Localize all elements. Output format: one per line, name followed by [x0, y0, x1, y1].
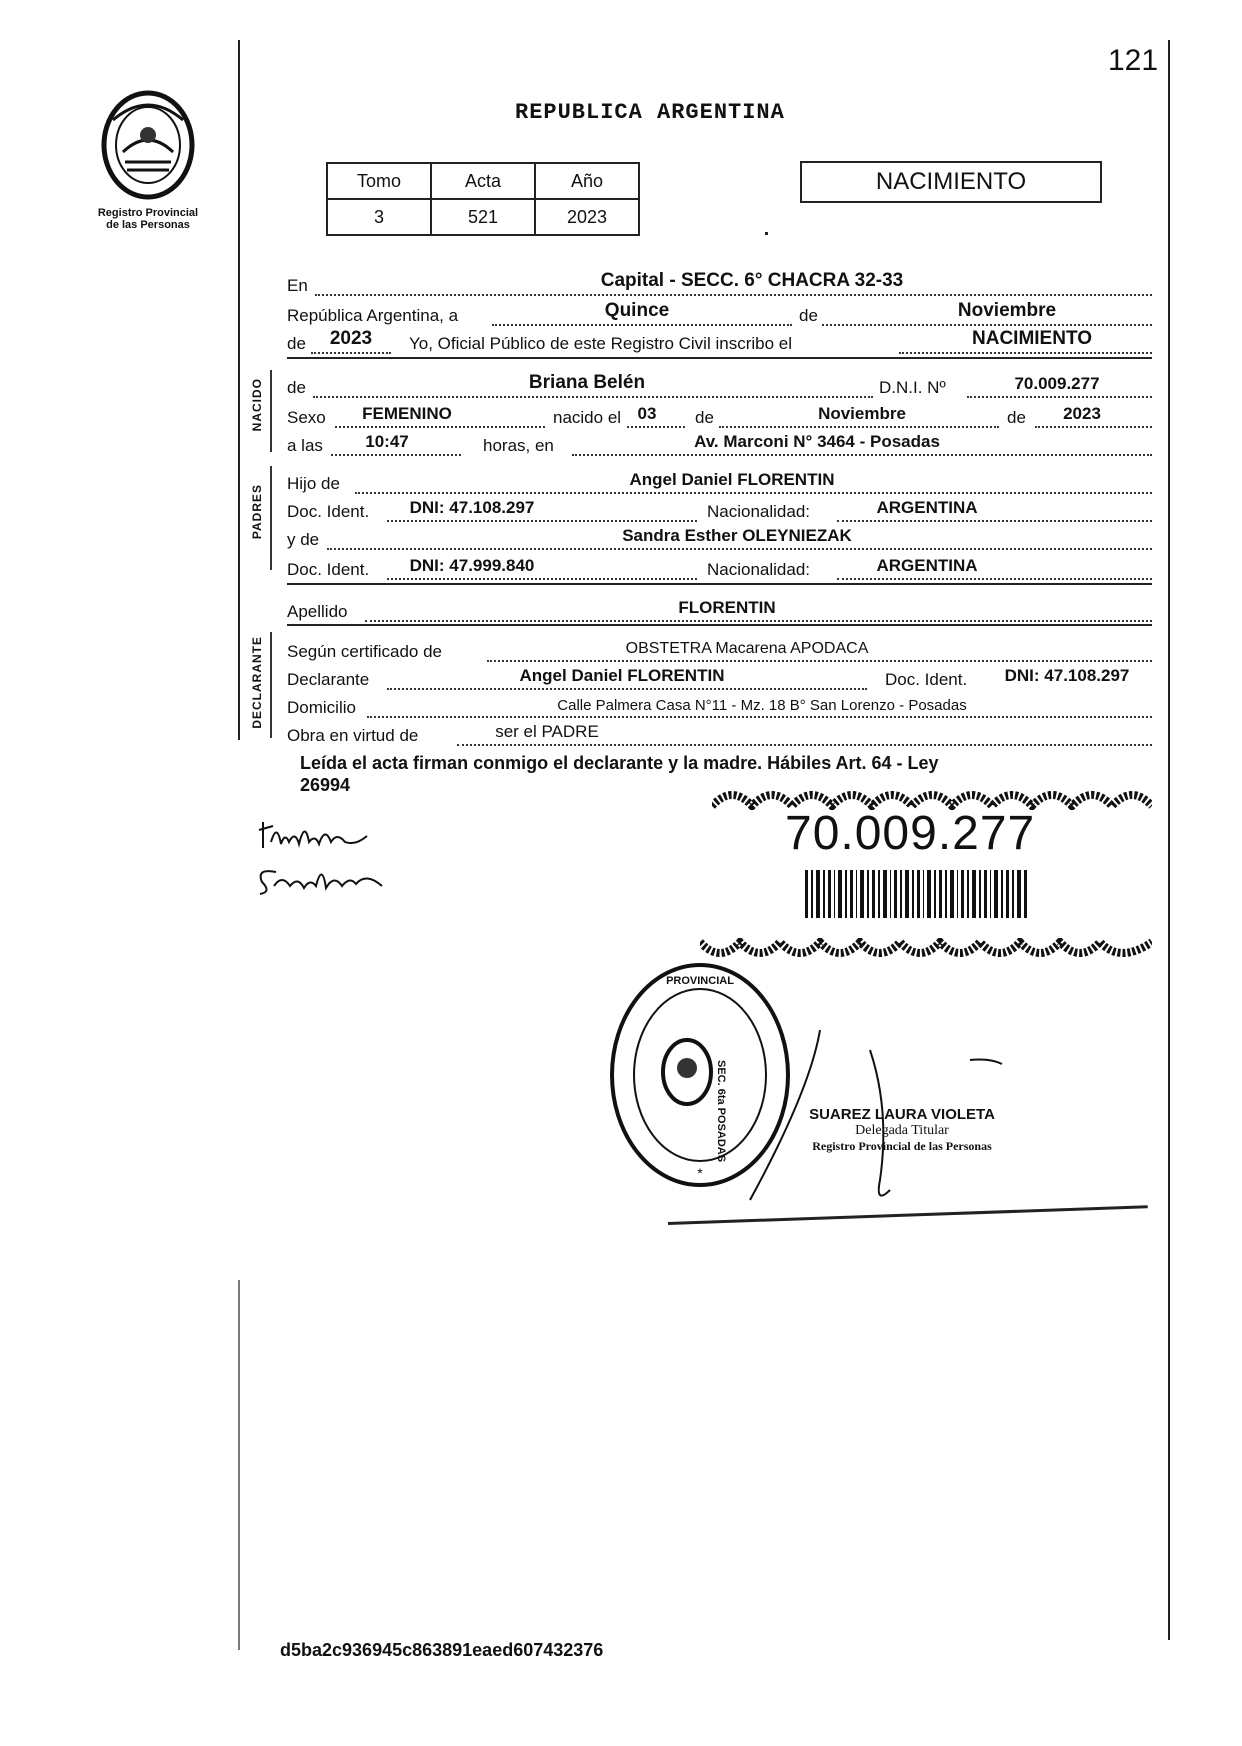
- registry-name: Registro Provincial de las Personas: [97, 207, 199, 231]
- form-divider-2: [287, 583, 1152, 585]
- signature-sandra: [252, 858, 392, 898]
- act-type-box: [800, 161, 1102, 203]
- table-header-tomo: Tomo: [327, 163, 431, 199]
- official-org: Registro Provincial de las Personas: [812, 1139, 992, 1153]
- form-divider: [287, 357, 1152, 359]
- left-margin-line-lower: [238, 1280, 240, 1650]
- dot-mark: [765, 232, 768, 235]
- official-details: [782, 1106, 1022, 1154]
- value-declarante: Angel Daniel FLORENTIN: [519, 666, 725, 685]
- value-declarante-doc: DNI: 47.108.297: [1004, 666, 1130, 685]
- value-nombre: Briana Belén: [528, 372, 646, 393]
- document-title: REPUBLICA ARGENTINA: [515, 100, 785, 125]
- left-margin-line: [238, 40, 240, 740]
- padres-bracket: [270, 466, 272, 570]
- row-nombre: de Briana Belén D.N.I. Nº 70.009.277: [287, 370, 1152, 400]
- stamp-ring-text: [607, 960, 608, 961]
- barcode-icon: [805, 870, 1030, 918]
- right-margin-line: [1168, 40, 1170, 1640]
- value-obra: ser el PADRE: [495, 722, 599, 741]
- table-value-acta: 521: [431, 199, 535, 235]
- closing-line-2: 26994: [300, 775, 351, 795]
- row-republica: República Argentina, a Quince de Noviembre: [287, 298, 1152, 328]
- row-padre: Hijo de Angel Daniel FLORENTIN: [287, 466, 1152, 496]
- table-value-anio: 2023: [535, 199, 639, 235]
- nacido-bracket: [270, 370, 272, 452]
- value-apellido: FLORENTIN: [678, 598, 776, 617]
- value-madre-nacionalidad: ARGENTINA: [876, 556, 978, 575]
- row-sexo: Sexo FEMENINO nacido el 03 de Noviembre de 2023: [287, 400, 1152, 430]
- misiones-seal-icon: [93, 90, 203, 200]
- acta-table: [326, 162, 640, 236]
- row-obra: Obra en virtud de ser el PADRE: [287, 718, 1152, 748]
- row-hora: a las 10:47 horas, en Av. Marconi N° 3464 - Posadas: [287, 428, 1152, 458]
- signature-florentin: [255, 812, 385, 858]
- row-en: [287, 268, 1152, 298]
- value-padre: Angel Daniel FLORENTIN: [629, 470, 835, 489]
- stamp-inner-text: SEC. 6ta POSADAS: [715, 1060, 727, 1163]
- value-domicilio: Calle Palmera Casa N°11 - Mz. 18 B° San Lorenzo - Posadas: [557, 697, 967, 714]
- svg-text:*: *: [697, 1165, 703, 1181]
- row-apellido: Apellido FLORENTIN: [287, 594, 1152, 624]
- value-padre-doc: DNI: 47.108.297: [409, 498, 535, 517]
- value-dia: Quince: [604, 300, 670, 321]
- value-lugar-nacimiento: Av. Marconi N° 3464 - Posadas: [694, 432, 940, 451]
- row-certificado: Según certificado de OBSTETRA Macarena APODACA: [287, 634, 1152, 664]
- table-header-acta: Acta: [431, 163, 535, 199]
- document-hash: d5ba2c936945c863891eaed607432376: [280, 1640, 604, 1660]
- declarante-bracket: [270, 632, 272, 738]
- barcode: [805, 870, 1030, 918]
- provincial-logo: [93, 90, 203, 200]
- row-domicilio: Domicilio Calle Palmera Casa N°11 - Mz. 18 B° San Lorenzo - Posadas: [287, 690, 1152, 720]
- table-header-anio: Año: [535, 163, 639, 199]
- value-lugar-inscripcion: Capital - SECC. 6° CHACRA 32-33: [600, 270, 904, 291]
- signature-2-drawing: [252, 858, 392, 898]
- closing-line-1: Leída el acta firman conmigo el declarante y la madre. Hábiles Art. 64 - Ley: [300, 753, 939, 773]
- official-name: SUAREZ LAURA VIOLETA: [809, 1106, 995, 1123]
- section-label-nacido: NACIDO: [250, 378, 264, 432]
- value-madre-doc: DNI: 47.999.840: [409, 556, 535, 575]
- page-number: 121: [1108, 44, 1159, 77]
- svg-text:PROVINCIAL: PROVINCIAL: [666, 975, 734, 987]
- row-madre: y de Sandra Esther OLEYNIEZAK: [287, 522, 1152, 552]
- value-madre: Sandra Esther OLEYNIEZAK: [622, 526, 852, 545]
- section-label-declarante: DECLARANTE: [250, 636, 264, 729]
- row-anio: de 2023 Yo, Oficial Público de este Registro Civil inscribo el NACIMIENTO: [287, 326, 1152, 356]
- signature-1-drawing: [255, 812, 385, 858]
- label-en: En: [287, 276, 308, 295]
- value-mes: Noviembre: [957, 300, 1057, 321]
- value-nac-mes: Noviembre: [818, 404, 906, 423]
- section-label-padres: PADRES: [250, 484, 264, 540]
- value-sexo: FEMENINO: [362, 404, 452, 423]
- form-divider-3: [287, 624, 1152, 626]
- official-title: Delegada Titular: [855, 1123, 949, 1138]
- value-nac-dia: 03: [637, 404, 657, 423]
- security-number: 70.009.277: [785, 807, 1036, 860]
- value-hora: 10:47: [365, 432, 409, 451]
- act-type-label: NACIMIENTO: [875, 168, 1027, 195]
- table-value-tomo: 3: [327, 199, 431, 235]
- value-tipo-inscripcion: NACIMIENTO: [972, 328, 1092, 349]
- value-certificado: OBSTETRA Macarena APODACA: [625, 640, 869, 657]
- value-dni: 70.009.277: [1014, 374, 1100, 393]
- row-padre-doc: Doc. Ident. DNI: 47.108.297 Nacionalidad: ARGENTINA: [287, 494, 1152, 524]
- value-nac-anio: 2023: [1063, 404, 1101, 423]
- row-declarante: Declarante Angel Daniel FLORENTIN Doc. Ident. DNI: 47.108.297: [287, 662, 1152, 692]
- value-padre-nacionalidad: ARGENTINA: [876, 498, 978, 517]
- row-madre-doc: Doc. Ident. DNI: 47.999.840 Nacionalidad: ARGENTINA: [287, 552, 1152, 582]
- value-anio: 2023: [329, 328, 373, 349]
